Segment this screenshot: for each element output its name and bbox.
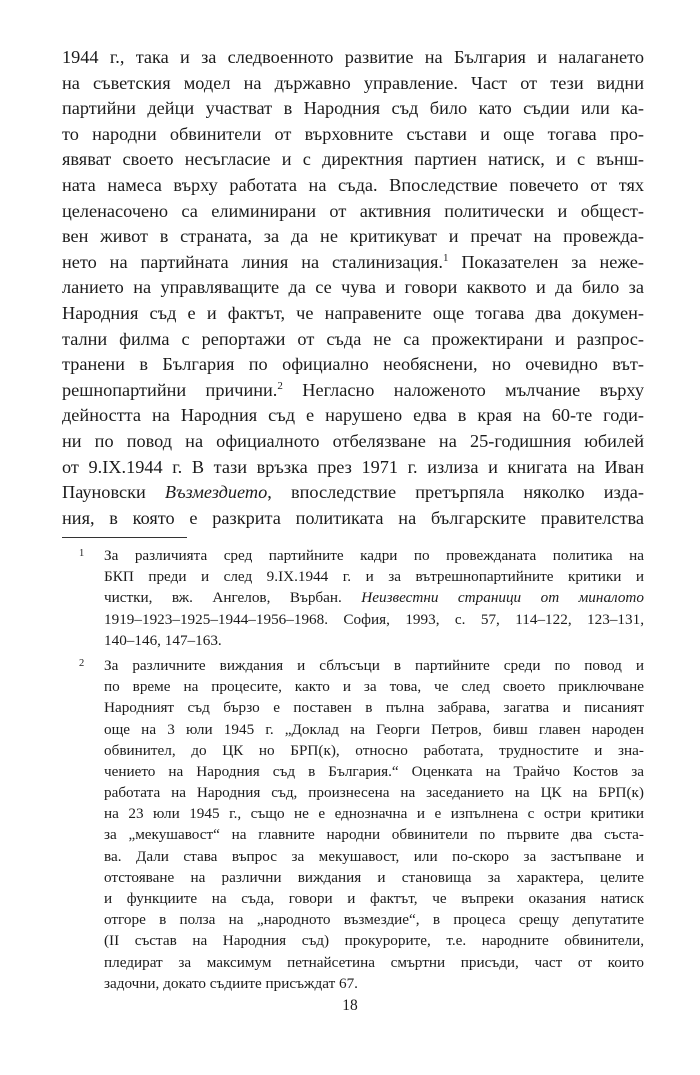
- footnote-line: на 23 юли 1945 г., също не е еднозначна и е изпълнена с остри критики: [104, 805, 644, 823]
- text-segment: нето на партийната линия на сталинизация.: [62, 251, 443, 272]
- footnote-line: за „мекушавост“ на главните народни обвинители по първите два съста-: [104, 826, 644, 844]
- text-line: от 9.IX.1944 г. В тази връзка през 1971 г. излиза и книгата на Иван: [62, 456, 644, 477]
- footnote-line: и функциите на съда, говори и фактът, че въпреки оказания натиск: [104, 890, 644, 907]
- book-title: Неизвестни страници от миналото: [361, 589, 644, 607]
- footnote-line: пледират за максимум петнайсетина смъртни присъди, част от които: [104, 953, 644, 971]
- text-segment: Показателен за неже-: [448, 251, 645, 272]
- book-title: Възмездието: [164, 482, 268, 503]
- text-line: партийни дейци участват в Народния съд било като съдии или ка-: [62, 98, 644, 119]
- text-line: [62, 250, 644, 276]
- footnotes: [62, 545, 644, 994]
- page-number: 18: [342, 997, 358, 1014]
- text-line: явяват своето несъгласие и с директния партиен натиск, и с външ-: [62, 149, 644, 170]
- footnote-line: Народният съд бързо е поставен в пълна забрава, загатва и писаният: [104, 699, 644, 717]
- text-line: то народни обвинители от върховните състави и още тогава про-: [62, 123, 644, 144]
- footnote-line: За различните виждания и сблъсъци в партийните среди по повод и: [104, 656, 644, 674]
- text-segment: Пауновски: [62, 482, 165, 503]
- text-line: Народния съд е и фактът, че направените още тогава два докумен-: [62, 302, 644, 323]
- text-line: тални филма с репортажи от съда не са прожектирани и разпрос-: [62, 328, 644, 349]
- text-line: транени в България по официално необяснени, но очевидно вът-: [62, 354, 644, 375]
- footnote-1: [62, 545, 644, 651]
- footnote-ref-1[interactable]: 1: [442, 251, 449, 264]
- text-line: ланието на управляващите да се чува и говори каквото и да било за: [62, 277, 644, 298]
- footnote-line: по време на процесите, както и за това, че след своето приключване: [104, 678, 644, 696]
- text-segment: чистки, вж. Ангелов, Върбан.: [104, 589, 362, 607]
- footnote-line: отгоре в полза на „народното възмездие“, в процеса срещу депутатите: [104, 911, 644, 929]
- footnote-line: 140–146, 147–163.: [104, 631, 222, 649]
- text-line: ната намеса върху работата на съда. Впоследствие повечето от тях: [62, 174, 644, 195]
- footnote-line: БКП преди и след 9.IX.1944 г. и за вътрешнопартийните критики и: [104, 568, 644, 586]
- text-segment: Негласно наложеното мълчание върху: [282, 379, 644, 400]
- text-line: [62, 480, 644, 506]
- footnote-line: задочни, докато съдиите присъждат 67.: [104, 974, 358, 992]
- footnote-line: За различията сред партийните кадри по провежданата политика на: [104, 547, 644, 564]
- text-line: вен живот в страната, за да не критикуват и пречат на провежда-: [62, 226, 644, 247]
- main-text: [62, 45, 644, 531]
- footnote-line: чението на Народния съд в България.“ Оценката на Трайчо Костов за: [104, 762, 644, 780]
- text-line: на съветския модел на държавно управление. Част от тези видни: [62, 72, 644, 93]
- footnote-line: работата на Народния съд, произнесена на заседанието на ЦК на БРП(к): [104, 784, 644, 802]
- footnote-line: [104, 587, 644, 608]
- text-line: ни по повод на официалното отбелязване на 25-годишния юбилей: [62, 430, 644, 451]
- footnote-line: още на 3 юли 1945 г. „Доклад на Георги Петров, бивш главен народен: [104, 720, 644, 738]
- footnote-separator: [62, 537, 187, 538]
- footnote-2: [62, 655, 644, 994]
- text-line: целенасочено са елиминирани от активния политически и общест-: [62, 200, 644, 221]
- footnote-line: обвинител, до ЦК но БРП(к), относно работата, трудностите и зна-: [104, 741, 644, 759]
- text-segment: решнопартийни причини.: [62, 379, 278, 400]
- footnote-line: ва. Дали става въпрос за мекушавост, или по-скоро за застъпване и: [104, 847, 644, 865]
- footnote-line: отстояване на различни виждания и становища за характера, целите: [104, 868, 644, 886]
- text-line: ния, в която е разкрита политиката на българските правителства: [62, 507, 644, 528]
- text-line: [62, 378, 644, 404]
- footnote-line: 1919–1923–1925–1944–1956–1968. София, 1993, с. 57, 114–122, 123–131,: [104, 610, 644, 628]
- text-line: 1944 г., така и за следвоенното развитие на България и налагането: [62, 47, 644, 67]
- footnote-ref-2[interactable]: 2: [277, 379, 283, 392]
- footnote-number: 1: [79, 548, 85, 559]
- text-segment: , впоследствие претърпяла няколко изда-: [267, 482, 644, 503]
- text-line: дейността на Народния съд е нарушено едва в края на 60-те годи-: [62, 405, 644, 426]
- footnote-line: (II състав на Народния съд) прокурорите, т.е. народните обвинители,: [104, 932, 644, 950]
- footnote-number: 2: [79, 657, 85, 669]
